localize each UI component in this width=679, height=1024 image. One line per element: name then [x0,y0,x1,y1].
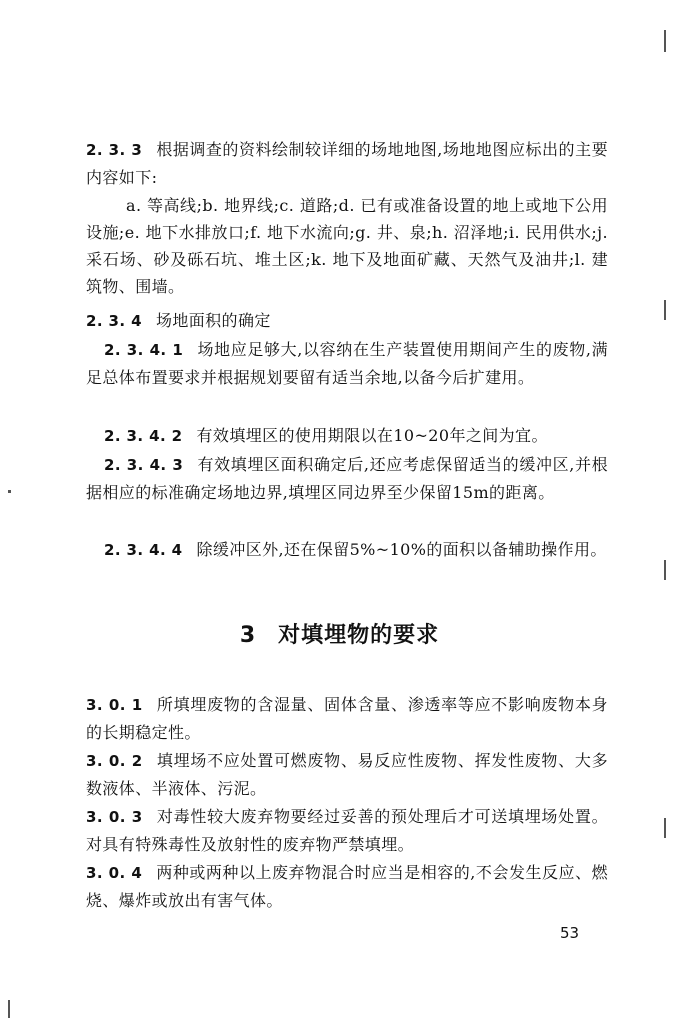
section-number: 3. 0. 4 [86,864,143,882]
section-2-3-4-4 [86,536,608,564]
section-number: 3. 0. 1 [86,696,143,714]
scan-edge-mark [664,818,666,838]
section-number: 2. 3. 4 [86,312,142,330]
section-number: 2. 3. 3 [86,141,143,159]
section-3-0-2 [86,747,608,802]
chapter-title: 对填埋物的要求 [278,623,440,648]
section-number: 3. 0. 2 [86,752,143,770]
section-2-3-4 [86,307,608,335]
section-number: 2. 3. 4. 2 [104,427,183,445]
section-text: 场地应足够大,以容纳在生产装置使用期间产生的废物,满足总体布置要求并根据规划要留有适当余地,以备今后扩建用。 [86,340,608,387]
section-3-0-4 [86,859,608,914]
section-text: 除缓冲区外,还在保留5%~10%的面积以备辅助操作用。 [196,540,607,559]
section-text: 所填埋废物的含湿量、固体含量、渗透率等应不影响废物本身的长期稳定性。 [86,695,608,742]
section-2-3-3 [86,136,608,191]
section-3-0-3 [86,803,608,858]
section-text: 两种或两种以上废弃物混合时应当是相容的,不会发生反应、燃烧、爆炸或放出有害气体。 [86,863,608,910]
page-number: 53 [560,924,580,942]
section-2-3-4-1 [86,336,608,391]
section-text: 对毒性较大废弃物要经过妥善的预处理后才可送填埋场处置。对具有特殊毒性及放射性的废弃物严禁填埋。 [86,807,608,854]
section-text: 场地面积的确定 [155,311,271,330]
section-text: 根据调查的资料绘制较详细的场地地图,场地地图应标出的主要内容如下: [86,140,608,187]
section-number: 2. 3. 4. 4 [104,541,183,559]
section-number: 3. 0. 3 [86,808,143,826]
scan-edge-mark [664,560,666,580]
section-3-0-1 [86,691,608,746]
section-number: 2. 3. 4. 3 [104,456,184,474]
map-content-list: a. 等高线;b. 地界线;c. 道路;d. 已有或准备设置的地上或地下公用设施;e. 地下水排放口;f. 地下水流向;g. 井、泉;h. 沼泽地;i. 民用供水;j. 采石场、砂及砾石坑、堆土区;k. 地下及地面矿藏、天然气及油井;l. 建筑物、围墙。 [86,196,608,296]
section-text: 有效填埋区的使用期限以在10~20年之间为宜。 [196,426,548,445]
scan-edge-mark [8,490,11,493]
section-2-3-4-3 [86,451,608,506]
scan-edge-mark [664,30,666,52]
scan-edge-mark [8,1000,10,1018]
section-text: 有效填埋区面积确定后,还应考虑保留适当的缓冲区,并根据相应的标准确定场地边界,填埋区同边界至少保留15m的距离。 [86,455,608,502]
section-2-3-4-2 [86,422,608,450]
section-number: 2. 3. 4. 1 [104,341,184,359]
scan-edge-mark [664,300,666,320]
chapter-number: 3 [239,623,257,648]
section-text: 填埋场不应处置可燃废物、易反应性废物、挥发性废物、大多数液体、半液体、污泥。 [86,751,608,798]
chapter-heading [0,618,679,649]
